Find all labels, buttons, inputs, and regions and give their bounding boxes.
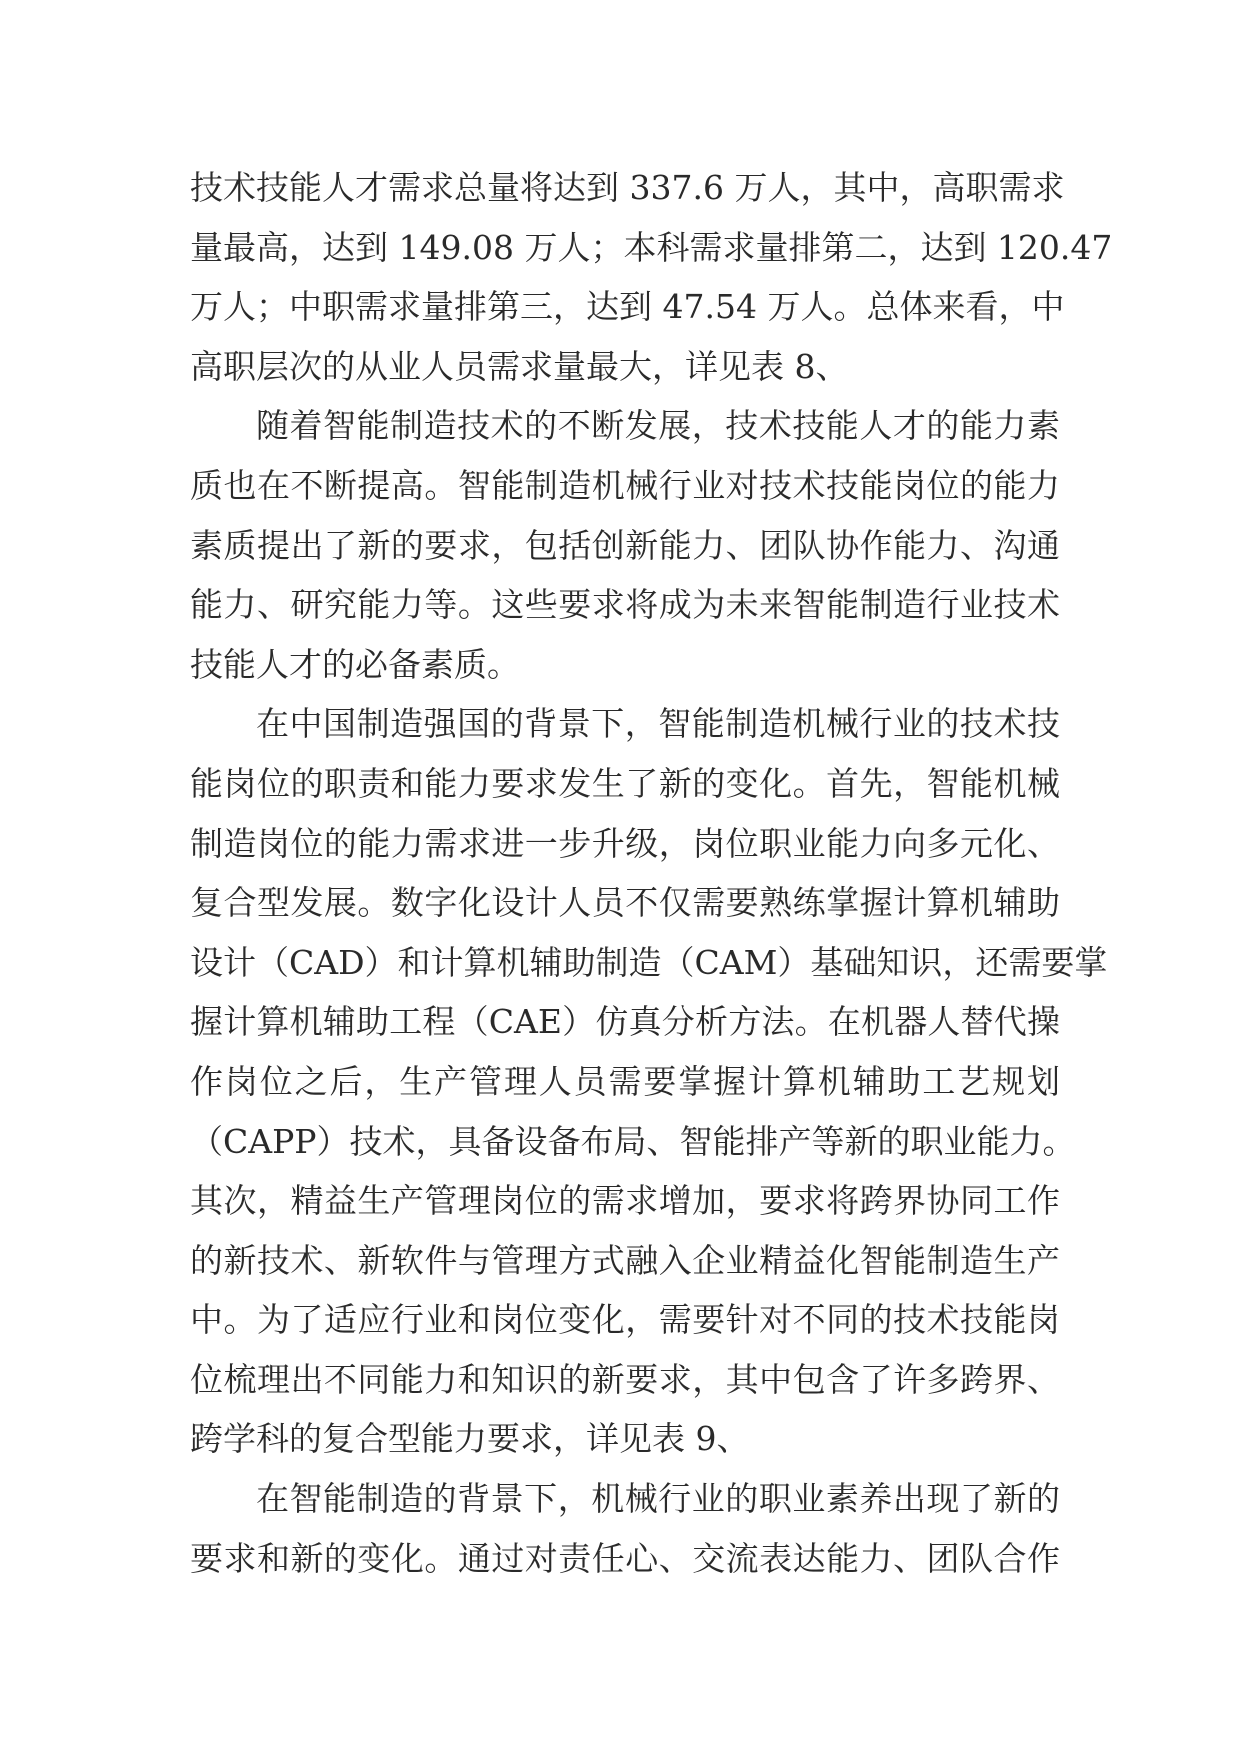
text-line: 位梳理出不同能力和知识的新要求，其中包含了许多跨界、 <box>190 1359 1060 1399</box>
text-line: 高职层次的从业人员需求量最大，详见表 8、 <box>190 346 849 386</box>
text-line: 随着智能制造技术的不断发展，技术技能人才的能力素 <box>256 406 1060 446</box>
text-line: 其次，精益生产管理岗位的需求增加，要求将跨界协同工作 <box>190 1181 1060 1221</box>
text-line: 设计（CAD）和计算机辅助制造（CAM）基础知识，还需要掌 <box>190 942 1108 982</box>
text-line: 万人；中职需求量排第三，达到 47.54 万人。总体来看，中 <box>190 287 1065 327</box>
text-line: 要求和新的变化。通过对责任心、交流表达能力、团队合作 <box>190 1538 1060 1578</box>
paragraph <box>190 396 1060 694</box>
text-line: 技能人才的必备素质。 <box>190 644 520 684</box>
text-line: 握计算机辅助工程（CAE）仿真分析方法。在机器人替代操 <box>190 1002 1060 1042</box>
text-line: 质也在不断提高。智能制造机械行业对技术技能岗位的能力 <box>190 465 1060 505</box>
text-line: 能岗位的职责和能力要求发生了新的变化。首先，智能机械 <box>190 763 1060 803</box>
text-line: 在中国制造强国的背景下，智能制造机械行业的技术技 <box>256 704 1060 744</box>
text-line: 复合型发展。数字化设计人员不仅需要熟练掌握计算机辅助 <box>190 883 1060 923</box>
body-text <box>190 158 1113 1588</box>
text-line: 在智能制造的背景下，机械行业的职业素养出现了新的 <box>256 1479 1060 1519</box>
text-line: 能力、研究能力等。这些要求将成为未来智能制造行业技术 <box>190 585 1060 625</box>
text-line: 跨学科的复合型能力要求，详见表 9、 <box>190 1419 750 1459</box>
text-line: （CAPP）技术，具备设备布局、智能排产等新的职业能力。 <box>190 1121 1076 1161</box>
text-line: 技术技能人才需求总量将达到 337.6 万人，其中，高职需求 <box>190 168 1065 207</box>
text-line: 量最高，达到 149.08 万人；本科需求量排第二，达到 120.47 <box>190 227 1113 267</box>
paragraph <box>190 158 1113 396</box>
text-line: 中。为了适应行业和岗位变化，需要针对不同的技术技能岗 <box>190 1300 1060 1340</box>
paragraph <box>190 694 1108 1469</box>
paragraph <box>190 1469 1060 1588</box>
text-line: 制造岗位的能力需求进一步升级，岗位职业能力向多元化、 <box>190 823 1060 863</box>
text-line: 作岗位之后，生产管理人员需要掌握计算机辅助工艺规划 <box>190 1061 1060 1101</box>
text-line: 的新技术、新软件与管理方式融入企业精益化智能制造生产 <box>190 1240 1060 1280</box>
text-line: 素质提出了新的要求，包括创新能力、团队协作能力、沟通 <box>190 525 1060 565</box>
